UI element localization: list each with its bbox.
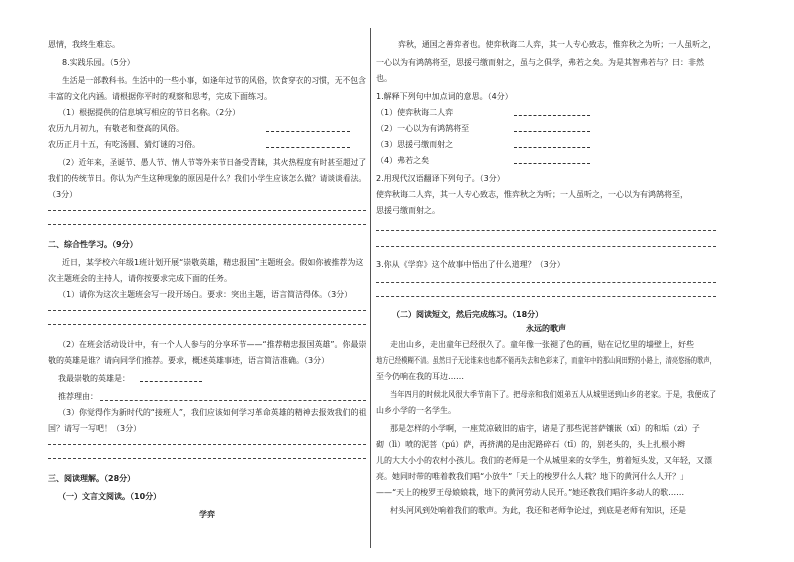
question-3-title: 3.你从《学弈》这个故事中悟出了什么道理？（3分） [376,260,565,269]
story-line-8: 儿的大大小小的农村小孩儿。我们的老师是一个从城里来的女学生，剪着短头发，又年轻，又漂 [376,456,712,465]
section-2-intro-line1: 近日，某学校六年级1班计划开展“崇敬英雄，精忠报国”主题班会。假如你被推荐为这 [62,258,364,267]
section-2-task-3-line1: （3）你觉得作为新时代的“接班人”，我们应该如何学习革命英雄的精神去报效我们的祖 [58,408,367,417]
section-2-heading: 二、综合性学习。（9分） [48,240,138,249]
question-1-answer-3[interactable] [510,140,590,151]
story-title: 永远的歌声 [526,324,566,333]
section-b-heading: （二）阅读短文，然后完成练习。（18分） [392,310,544,319]
question-8-intro-line2: 丰富的文化内涵。请根据你平时的观察和思考，完成下面练习。 [48,92,272,101]
story-line-2: 地方已经模糊不清。虽然日子无论谁来也也都不能再失去和色彩来了，而童年中的那山间田野的小路上，清亮悠扬的歌声， [376,356,716,365]
column-divider [370,28,371,548]
story-line-11: 村头河风到处响着我们的歌声。为此，我还和老师争论过，到底是老师有知识，还是 [390,506,686,515]
question-1-item-2: （2）一心以为有鸿鹄将至 [376,124,470,133]
recommend-reason-row: 推荐理由： [58,392,98,401]
question-1-item-1: （1）使弈秋诲二人弈 [376,108,454,117]
section-3-heading: 三、阅读理解。（28分） [48,474,136,483]
story-line-7: 砌（lì）喷的泥菩（pú）萨，再挤满的是由泥路碎石（tī）的，别老头的，头上扎根小辫 [376,440,686,449]
question-8-1-prompt: （1）根据提供的信息填写相应的节日名称。（2分） [58,108,241,117]
question-8-intro-line1: 生活是一部教科书。生活中的一些小事，如逢年过节的风俗，饮食穿衣的习惯，无不包含 [62,76,366,85]
answer-line[interactable] [48,324,366,325]
story-line-4: 当年四月的时候北风很大季节南下了。把母亲和我们姐弟五人从城里送到山乡的老家。于是，我便成了 [390,390,717,399]
left-column [48,0,366,562]
answer-line[interactable] [376,246,716,247]
section-2-intro-line2: 次主题班会的主持人，请你按要求完成下面的任务。 [48,274,232,283]
section-3-part-1-heading: （一）文言文阅读。（10分） [58,492,162,501]
question-1-item-3: （3）思援弓缴而射之 [376,140,454,149]
question-2-title: 2.用现代汉语翻译下列句子。（3分） [376,174,505,183]
right-column [376,0,716,562]
question-2-sentence-line2: 思援弓缴而射之。 [376,206,440,215]
story-line-9: 亮。她同时带的唯着教我们唱“小放牛”「天上的梭罗什么人栽？地下的黄河什么人开？」 [376,472,689,481]
question-1-item-4: （4）弗若之矣 [376,156,430,165]
story-line-1: 走出山乡，走出童年已经很久了。童年像一张褪了色的画，贴在记忆里的墙壁上，好些 [390,340,694,349]
question-8-2-line1: （2）近年来，圣诞节、愚人节、情人节等外来节日备受青睐，其火热程度有时甚至超过了 [58,158,367,167]
story-line-6: 那是怎样的小学啊，一座荒凉破旧的庙宇，诸是了那些泥菩萨镶嵌（xī）的和垢（zì）子 [390,424,700,433]
section-2-task-2-line1: （2）在班会活动设计中，有一个人人参与的分享环节——“推荐精忠报国英雄”。你最崇 [58,340,367,349]
section-2-task-1: （1）请你为这次主题班会写一段开场白。要求：突出主题，语言简洁得体。（3分） [58,290,353,299]
festival-clue-b: 农历正月十五，有吃汤圆、猜灯谜的习俗。 [48,140,200,149]
answer-line[interactable] [100,400,366,401]
question-1-title: 1.解释下列句中加点词的意思。（4分） [376,92,513,101]
section-2-task-2-line2: 敬的英雄是谁？请向同学们推荐。要求，概述英雄事迹，语言简洁准确。（3分） [48,356,330,365]
hero-name-field[interactable] [136,374,202,385]
festival-answer-b-field[interactable] [262,140,350,151]
hero-name-row: 我最崇敬的英雄是： [58,374,130,383]
festival-answer-a-field[interactable] [262,124,350,135]
question-8-2-line2: 我们的传统节日。你认为产生这种现象的原因是什么？我们小学生应该怎么做？请谈谈看法。 [48,174,367,183]
story-line-5: 山乡小学的一名学生。 [376,406,456,415]
section-2-task-3-line2: 国？请写一写吧！（3分） [48,424,142,433]
answer-line[interactable] [48,224,366,225]
question-8-title: 8.实践乐园。（5分） [62,58,135,67]
story-line-10: ——“天上的梭罗王母娘娘栽，地下的黄河劳动人民开。”她还教我们唱许多动人的歌…… [376,488,685,497]
question-2-sentence-line1: 使弈秋诲二人弈，其一人专心致志，惟弈秋之为听；一人虽听之，一心以为有鸿鹄将至， [376,190,688,199]
continued-text: 恩情，我终生难忘。 [48,40,120,49]
answer-line[interactable] [48,458,366,459]
answer-line[interactable] [48,310,366,311]
festival-clue-a: 农历九月初九，有敬老和登高的风俗。 [48,124,184,133]
answer-line[interactable] [376,296,716,297]
passage-title: 学弈 [199,510,215,519]
question-8-2-line3: （3分） [48,190,78,199]
passage-line-2: 一心以为有鸿鹄将至，思援弓缴而射之，虽与之俱学，弗若之矣。为是其智弗若与？曰：非然 [376,58,704,67]
answer-line[interactable] [48,210,366,211]
answer-line[interactable] [376,230,716,231]
question-1-answer-2[interactable] [510,124,590,135]
question-1-answer-1[interactable] [510,108,590,119]
story-line-3: 至今仍响在我的耳边…… [376,372,464,381]
question-1-answer-4[interactable] [510,156,590,167]
passage-line-1: 弈秋，通国之善弈者也。使弈秋诲二人弈，其一人专心致志，惟弈秋之为听；一人虽听之， [398,40,717,49]
answer-line[interactable] [48,444,366,445]
answer-line[interactable] [376,282,716,283]
passage-line-3: 也。 [376,74,392,83]
